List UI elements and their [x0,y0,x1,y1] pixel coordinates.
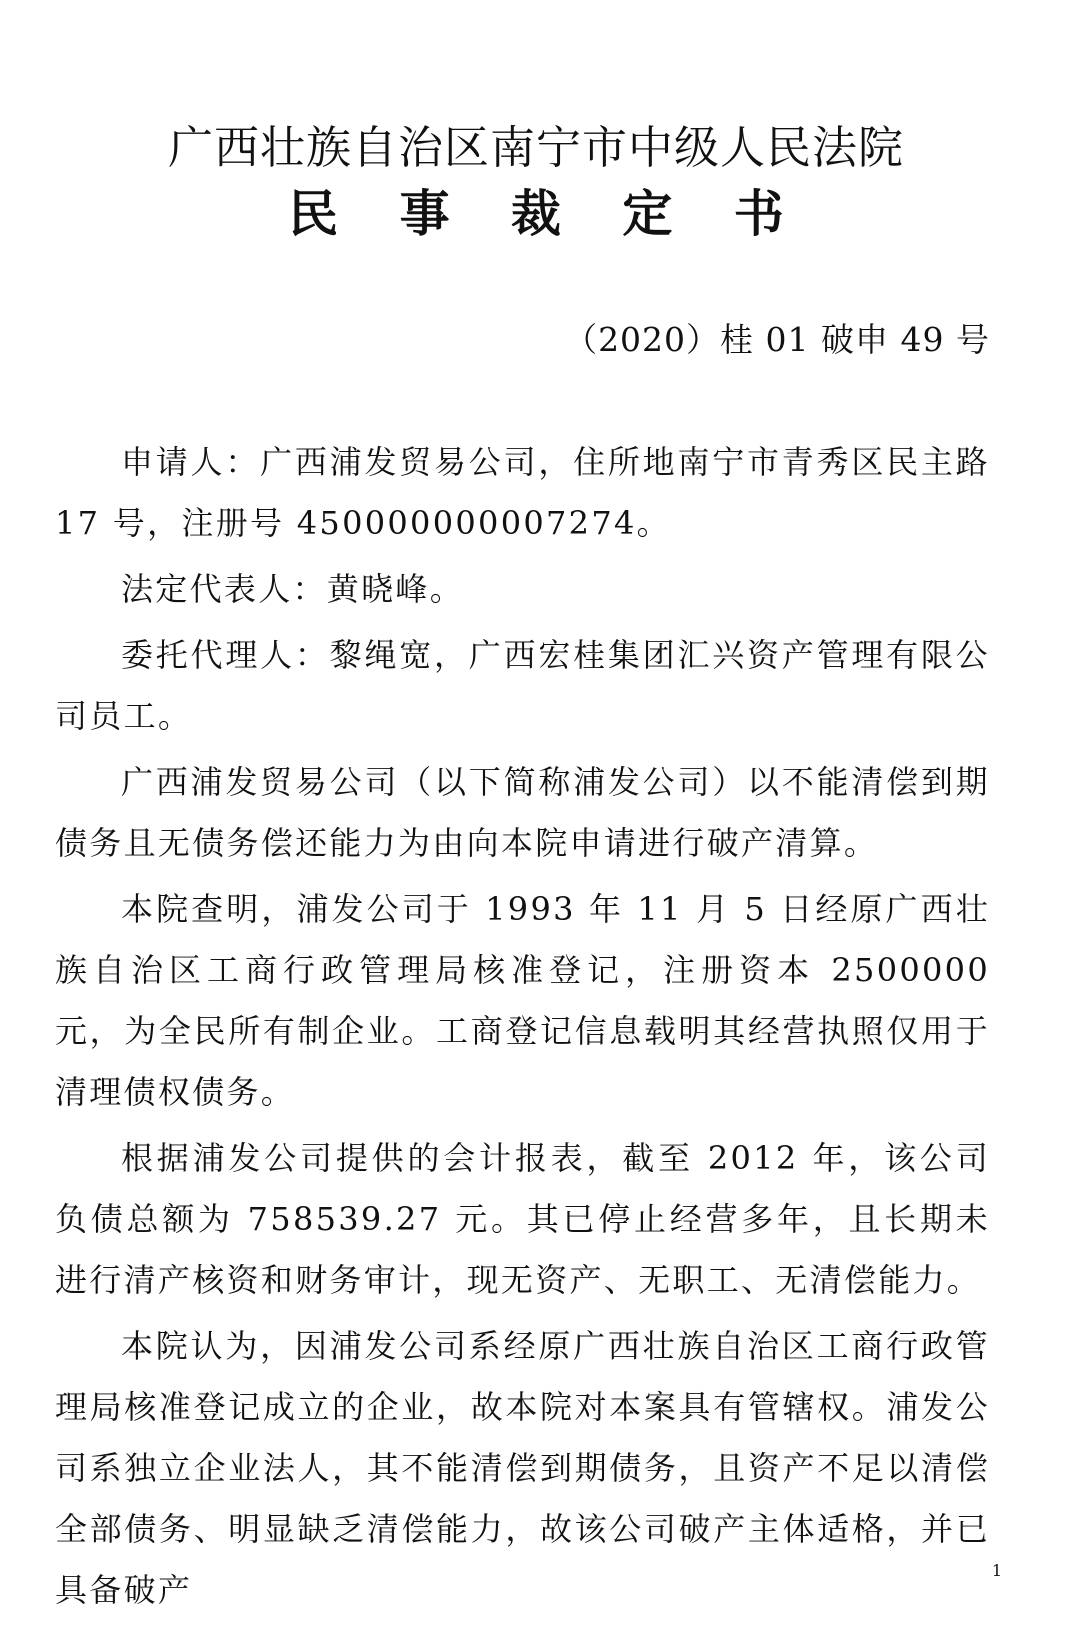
findings-paragraph: 本院查明，浦发公司于 1993 年 11 月 5 日经原广西壮族自治区工商行政管理局核准登记，注册资本 2500000 元，为全民所有制企业。工商登记信息载明其经营执照仅用于清理债权债务。 [55,890,990,1111]
financial-paragraph: 根据浦发公司提供的会计报表，截至 2012 年，该公司负债总额为 758539.27 元。其已停止经营多年，且长期未进行清产核资和财务审计，现无资产、无职工、无清偿能力。 [55,1139,990,1299]
document-body [55,432,990,1626]
court-name: 广西壮族自治区南宁市中级人民法院 [167,121,904,174]
application-paragraph: 广西浦发贸易公司（以下简称浦发公司）以不能清偿到期债务且无债务偿还能力为由向本院申请进行破产清算。 [55,763,990,862]
document-type-title: 民 事 裁 定 书 [288,184,806,243]
agent-paragraph: 委托代理人：黎绳宽，广西宏桂集团汇兴资产管理有限公司员工。 [55,636,990,735]
legal-representative-paragraph: 法定代表人：黄晓峰。 [121,570,465,608]
page-number: 1 [991,1561,1002,1580]
case-number: （2020）桂 01 破申 49 号 [564,320,990,359]
applicant-paragraph: 申请人：广西浦发贸易公司，住所地南宁市青秀区民主路 17 号，注册号 450000000007274。 [55,443,990,542]
court-opinion-paragraph: 本院认为，因浦发公司系经原广西壮族自治区工商行政管理局核准登记成立的企业，故本院对本案具有管辖权。浦发公司系独立企业法人，其不能清偿到期债务，且资产不足以清偿全部债务、明显缺乏清偿能力，故该公司破产主体适格，并已具备破产 [55,1327,990,1609]
